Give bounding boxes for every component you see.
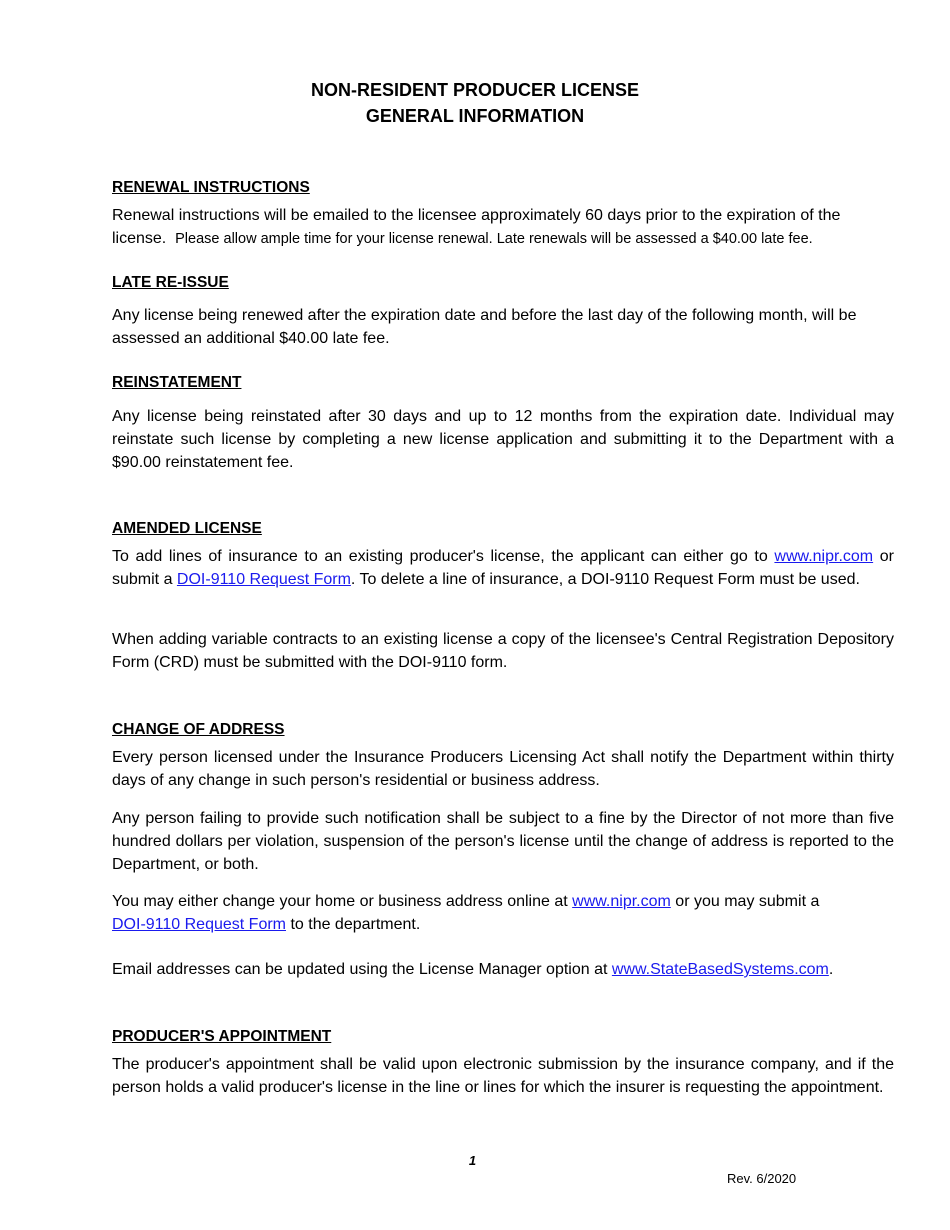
amended-paragraph-2: When adding variable contracts to an existing license a copy of the licensee's Central Registration Depository Form (CRD) must be submitted with the DOI-9110 form. — [112, 631, 894, 671]
amended-text-c: . To delete a line of insurance, a DOI-9110 Request Form must be used. — [350, 571, 860, 588]
doi-9110-request-form-link[interactable]: DOI-9110 Request Form — [176, 571, 351, 588]
revision-date: Rev. 6/2020 — [727, 1171, 797, 1186]
renewal-paragraph — [112, 204, 894, 251]
page-number: 1 — [468, 1153, 477, 1168]
address-p3-text-b: or you may submit a — [675, 893, 820, 910]
late-reissue-paragraph: Any license being renewed after the expiration date and before the last day of the following month, will be assessed an additional $40.00 late fee. — [112, 307, 857, 347]
nipr-link-address[interactable]: www.nipr.com — [572, 893, 671, 910]
address-p3-text-a: You may either change your home or business address online at — [112, 893, 568, 910]
address-p3-text-c: to the department. — [290, 916, 421, 933]
reinstatement-paragraph: Any license being reinstated after 30 days and up to 12 months from the expiration date. Individual may reinstate such license by completing a new license application and submitting it to the Department with a $90.00 reinstatement fee. — [112, 408, 894, 471]
document-title-line2: GENERAL INFORMATION — [365, 106, 585, 126]
state-based-systems-link[interactable]: www.StateBasedSystems.com — [611, 961, 829, 978]
renewal-text-1: Renewal instructions will be emailed to the licensee approximately 60 days prior to the expiration of the license. — [112, 207, 841, 247]
address-p4-text-a: Email addresses can be updated using the License Manager option at — [112, 961, 608, 978]
address-paragraph-4 — [112, 958, 894, 981]
amended-license-heading: AMENDED LICENSE — [112, 520, 262, 537]
document-title-line1: NON-RESIDENT PRODUCER LICENSE — [310, 80, 640, 100]
address-p4-text-b: . — [828, 961, 834, 978]
nipr-link[interactable]: www.nipr.com — [774, 548, 874, 565]
amended-paragraph-1 — [112, 545, 894, 591]
address-paragraph-3 — [112, 890, 857, 936]
address-paragraph-2: Any person failing to provide such notification shall be subject to a fine by the Director of not more than five hundred dollars per violation, suspension of the person's license until the change of address is reported to the Department, or both. — [112, 810, 894, 873]
producers-appointment-heading: PRODUCER'S APPOINTMENT — [112, 1028, 332, 1045]
late-reissue-heading: LATE RE-ISSUE — [112, 274, 229, 291]
renewal-text-2: Please allow ample time for your license renewal. Late renewals will be assessed a $40.00 late fee. — [175, 231, 813, 247]
doi-9110-request-form-link-address[interactable]: DOI-9110 Request Form — [112, 916, 286, 933]
reinstatement-heading: REINSTATEMENT — [112, 374, 242, 391]
change-of-address-heading: CHANGE OF ADDRESS — [112, 721, 285, 738]
amended-text-b: or submit a — [112, 548, 894, 588]
amended-text-a: To add lines of insurance to an existing producer's license, the applicant can either go to — [112, 548, 768, 565]
address-paragraph-1: Every person licensed under the Insurance Producers Licensing Act shall notify the Department within thirty days of any change in such person's residential or business address. — [112, 749, 894, 789]
renewal-heading: RENEWAL INSTRUCTIONS — [112, 179, 310, 196]
appointment-paragraph: The producer's appointment shall be valid upon electronic submission by the insurance company, and if the person holds a valid producer's license in the line or lines for which the insurer is requesting the appointment. — [112, 1056, 894, 1096]
